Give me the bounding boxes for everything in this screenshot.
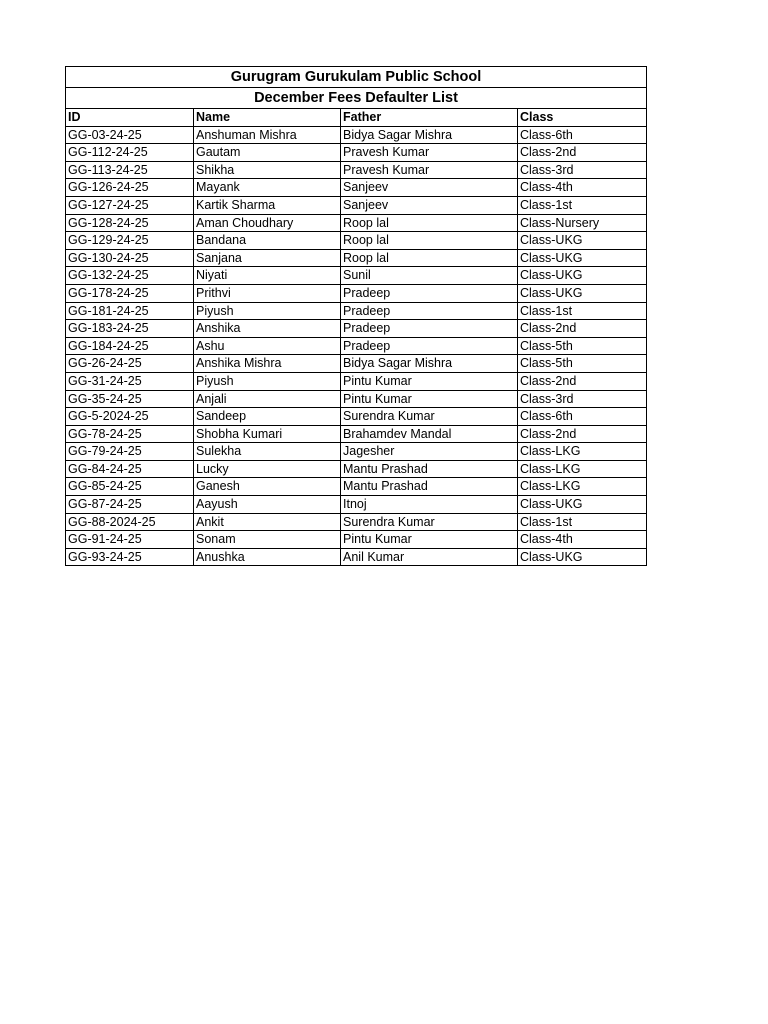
cell-name: Anjali <box>194 390 341 408</box>
cell-name: Sulekha <box>194 443 341 461</box>
table-row <box>66 284 647 302</box>
list-title-row <box>66 88 647 109</box>
cell-father: Mantu Prashad <box>341 478 518 496</box>
cell-class: Class-2nd <box>518 425 647 443</box>
cell-id: GG-87-24-25 <box>66 496 194 514</box>
cell-name: Piyush <box>194 302 341 320</box>
table-row <box>66 214 647 232</box>
table-row <box>66 320 647 338</box>
table-row <box>66 179 647 197</box>
list-title: December Fees Defaulter List <box>66 88 647 109</box>
cell-name: Bandana <box>194 232 341 250</box>
table-row <box>66 144 647 162</box>
cell-id: GG-5-2024-25 <box>66 408 194 426</box>
cell-id: GG-183-24-25 <box>66 320 194 338</box>
cell-father: Surendra Kumar <box>341 513 518 531</box>
cell-name: Prithvi <box>194 284 341 302</box>
cell-name: Ankit <box>194 513 341 531</box>
table-body <box>66 126 647 566</box>
cell-father: Pradeep <box>341 284 518 302</box>
cell-name: Niyati <box>194 267 341 285</box>
cell-name: Aman Choudhary <box>194 214 341 232</box>
defaulter-table <box>65 66 647 566</box>
cell-id: GG-128-24-25 <box>66 214 194 232</box>
cell-name: Sanjana <box>194 249 341 267</box>
cell-father: Roop lal <box>341 249 518 267</box>
cell-id: GG-184-24-25 <box>66 337 194 355</box>
cell-name: Shikha <box>194 161 341 179</box>
cell-father: Pintu Kumar <box>341 372 518 390</box>
table-row <box>66 232 647 250</box>
cell-name: Anshuman Mishra <box>194 126 341 144</box>
cell-father: Jagesher <box>341 443 518 461</box>
table-row <box>66 390 647 408</box>
cell-id: GG-112-24-25 <box>66 144 194 162</box>
table-row <box>66 425 647 443</box>
cell-name: Sandeep <box>194 408 341 426</box>
cell-id: GG-130-24-25 <box>66 249 194 267</box>
cell-name: Anushka <box>194 548 341 566</box>
cell-father: Roop lal <box>341 214 518 232</box>
table-row <box>66 460 647 478</box>
cell-id: GG-181-24-25 <box>66 302 194 320</box>
cell-father: Sanjeev <box>341 179 518 197</box>
table-row <box>66 196 647 214</box>
cell-name: Anshika <box>194 320 341 338</box>
cell-id: GG-129-24-25 <box>66 232 194 250</box>
table-row <box>66 548 647 566</box>
cell-name: Mayank <box>194 179 341 197</box>
cell-father: Pradeep <box>341 337 518 355</box>
cell-class: Class-3rd <box>518 390 647 408</box>
table-row <box>66 496 647 514</box>
cell-class: Class-6th <box>518 408 647 426</box>
cell-father: Pravesh Kumar <box>341 144 518 162</box>
cell-father: Pintu Kumar <box>341 390 518 408</box>
cell-id: GG-79-24-25 <box>66 443 194 461</box>
table-row <box>66 513 647 531</box>
cell-name: Lucky <box>194 460 341 478</box>
cell-class: Class-Nursery <box>518 214 647 232</box>
cell-name: Gautam <box>194 144 341 162</box>
cell-class: Class-1st <box>518 302 647 320</box>
cell-id: GG-84-24-25 <box>66 460 194 478</box>
table-row <box>66 355 647 373</box>
cell-id: GG-03-24-25 <box>66 126 194 144</box>
cell-id: GG-31-24-25 <box>66 372 194 390</box>
cell-id: GG-178-24-25 <box>66 284 194 302</box>
cell-id: GG-126-24-25 <box>66 179 194 197</box>
cell-id: GG-35-24-25 <box>66 390 194 408</box>
cell-id: GG-93-24-25 <box>66 548 194 566</box>
cell-class: Class-4th <box>518 531 647 549</box>
cell-name: Piyush <box>194 372 341 390</box>
cell-class: Class-6th <box>518 126 647 144</box>
cell-id: GG-78-24-25 <box>66 425 194 443</box>
cell-id: GG-113-24-25 <box>66 161 194 179</box>
column-header-name: Name <box>194 109 341 127</box>
table-row <box>66 443 647 461</box>
cell-name: Anshika Mishra <box>194 355 341 373</box>
cell-name: Ganesh <box>194 478 341 496</box>
cell-class: Class-1st <box>518 196 647 214</box>
table-row <box>66 126 647 144</box>
cell-father: Pradeep <box>341 320 518 338</box>
column-header-father: Father <box>341 109 518 127</box>
cell-father: Surendra Kumar <box>341 408 518 426</box>
cell-father: Pradeep <box>341 302 518 320</box>
cell-id: GG-127-24-25 <box>66 196 194 214</box>
cell-name: Kartik Sharma <box>194 196 341 214</box>
cell-id: GG-88-2024-25 <box>66 513 194 531</box>
cell-class: Class-UKG <box>518 548 647 566</box>
cell-father: Sunil <box>341 267 518 285</box>
table-row <box>66 337 647 355</box>
cell-class: Class-2nd <box>518 372 647 390</box>
cell-father: Pintu Kumar <box>341 531 518 549</box>
table-row <box>66 408 647 426</box>
cell-id: GG-132-24-25 <box>66 267 194 285</box>
cell-name: Sonam <box>194 531 341 549</box>
table-row <box>66 372 647 390</box>
cell-father: Bidya Sagar Mishra <box>341 126 518 144</box>
cell-father: Sanjeev <box>341 196 518 214</box>
cell-class: Class-UKG <box>518 284 647 302</box>
cell-id: GG-91-24-25 <box>66 531 194 549</box>
school-name: Gurugram Gurukulam Public School <box>66 67 647 88</box>
column-header-row <box>66 109 647 127</box>
cell-father: Mantu Prashad <box>341 460 518 478</box>
table-row <box>66 478 647 496</box>
cell-class: Class-LKG <box>518 460 647 478</box>
table-row <box>66 249 647 267</box>
cell-father: Itnoj <box>341 496 518 514</box>
cell-class: Class-5th <box>518 355 647 373</box>
cell-class: Class-UKG <box>518 496 647 514</box>
cell-class: Class-UKG <box>518 232 647 250</box>
cell-class: Class-5th <box>518 337 647 355</box>
column-header-class: Class <box>518 109 647 127</box>
cell-name: Aayush <box>194 496 341 514</box>
cell-class: Class-UKG <box>518 249 647 267</box>
cell-class: Class-4th <box>518 179 647 197</box>
cell-father: Pravesh Kumar <box>341 161 518 179</box>
cell-father: Bidya Sagar Mishra <box>341 355 518 373</box>
table-row <box>66 267 647 285</box>
cell-class: Class-3rd <box>518 161 647 179</box>
table-row <box>66 302 647 320</box>
cell-name: Shobha Kumari <box>194 425 341 443</box>
table-row <box>66 531 647 549</box>
column-header-id: ID <box>66 109 194 127</box>
cell-class: Class-1st <box>518 513 647 531</box>
cell-class: Class-UKG <box>518 267 647 285</box>
cell-id: GG-26-24-25 <box>66 355 194 373</box>
school-name-row <box>66 67 647 88</box>
cell-class: Class-2nd <box>518 144 647 162</box>
defaulter-sheet <box>65 66 646 566</box>
cell-class: Class-2nd <box>518 320 647 338</box>
cell-father: Brahamdev Mandal <box>341 425 518 443</box>
cell-father: Anil Kumar <box>341 548 518 566</box>
cell-id: GG-85-24-25 <box>66 478 194 496</box>
cell-father: Roop lal <box>341 232 518 250</box>
cell-name: Ashu <box>194 337 341 355</box>
cell-class: Class-LKG <box>518 443 647 461</box>
table-row <box>66 161 647 179</box>
cell-class: Class-LKG <box>518 478 647 496</box>
